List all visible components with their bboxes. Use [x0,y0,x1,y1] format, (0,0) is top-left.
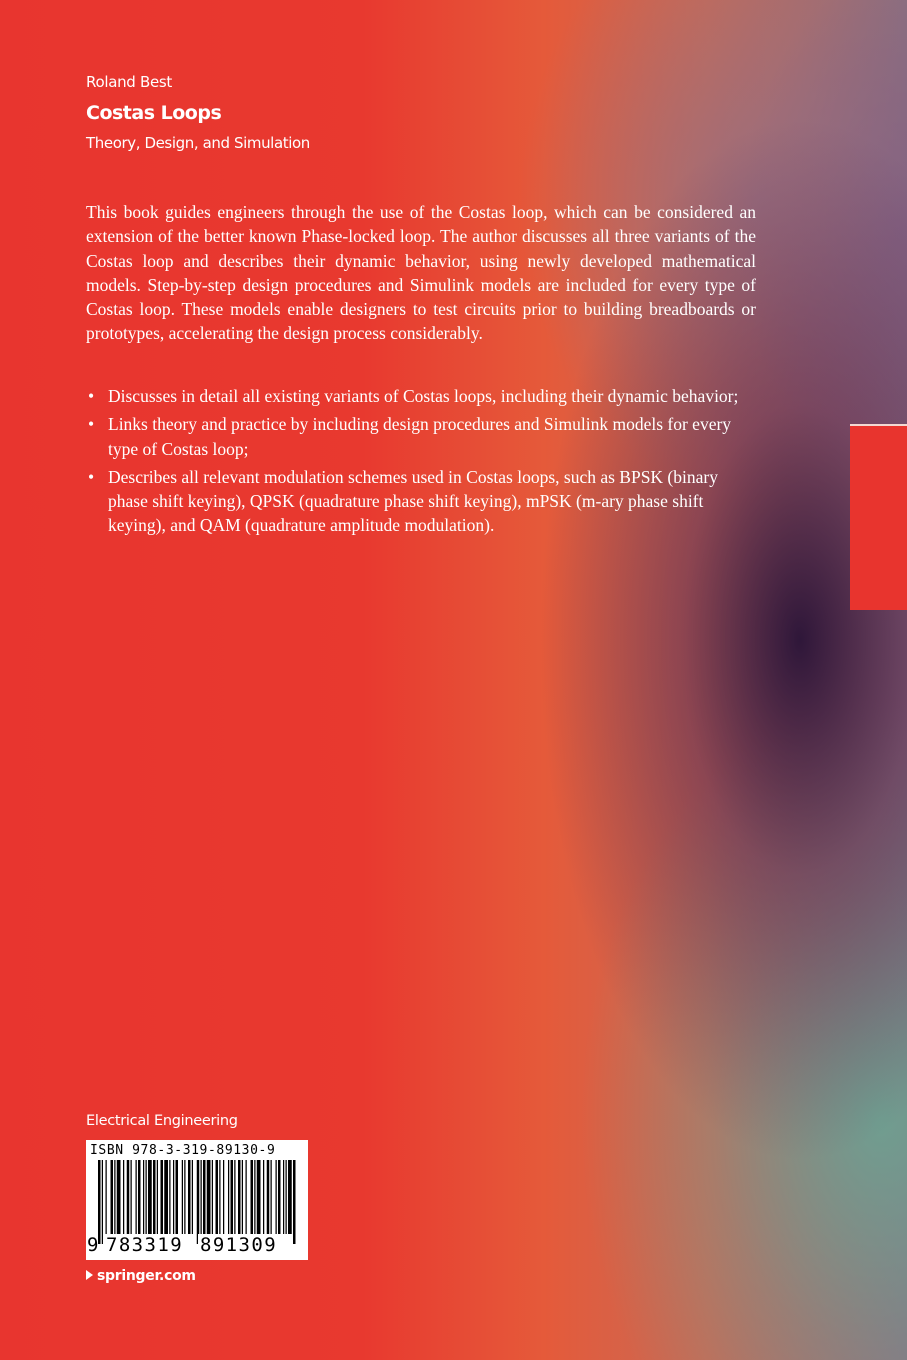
arrow-right-icon [86,1270,93,1280]
author-name: Roland Best [86,73,172,91]
book-title: Costas Loops [86,102,222,124]
list-item [86,384,756,408]
publisher-website[interactable] [86,1268,196,1284]
list-item-text: Discusses in detail all existing variants of Costas loops, including their dynamic behavior; [108,386,739,406]
spine-tab-red-block [850,426,907,610]
list-item-text: Links theory and practice by including design procedures and Simulink models for every type of Costas loop; [108,414,732,459]
subject-category: Electrical Engineering [86,1113,238,1129]
list-item [86,412,756,461]
list-item [86,465,756,538]
ean-left-digits: 783319 [106,1234,184,1256]
isbn-barcode [86,1140,308,1260]
spine-tab [850,0,907,425]
bullet-icon: • [88,414,95,435]
list-item-text: Describes all relevant modulation schemes used in Costas loops, such as BPSK (binary phase shift keying), QPSK (quadrature phase shift keying), mPSK (m-ary phase shift keying), and QAM (quadrature amplitude modulation). [108,466,718,536]
feature-list [86,384,756,542]
description-paragraph: This book guides engineers through the use of the Costas loop, which can be considered an extension of the better known Phase-locked loop. The author discusses all three variants of the Costas loop and describes their dynamic behavior, using newly developed mathematical models. Step-by-step design procedures and Simulink models are included for every type of Costas loop. These models enable designers to test circuits prior to building breadboards or prototypes, accelerating the design process considerably. [86,202,756,344]
bullet-icon: • [88,386,95,406]
isbn-label: ISBN 978-3-319-89130-9 [90,1143,276,1158]
website-label: springer.com [97,1268,196,1284]
book-subtitle: Theory, Design, and Simulation [86,134,310,152]
ean-right-digits: 891309 [200,1234,278,1256]
bullet-icon: • [88,466,95,487]
ean-first-digit: 9 [87,1234,99,1256]
